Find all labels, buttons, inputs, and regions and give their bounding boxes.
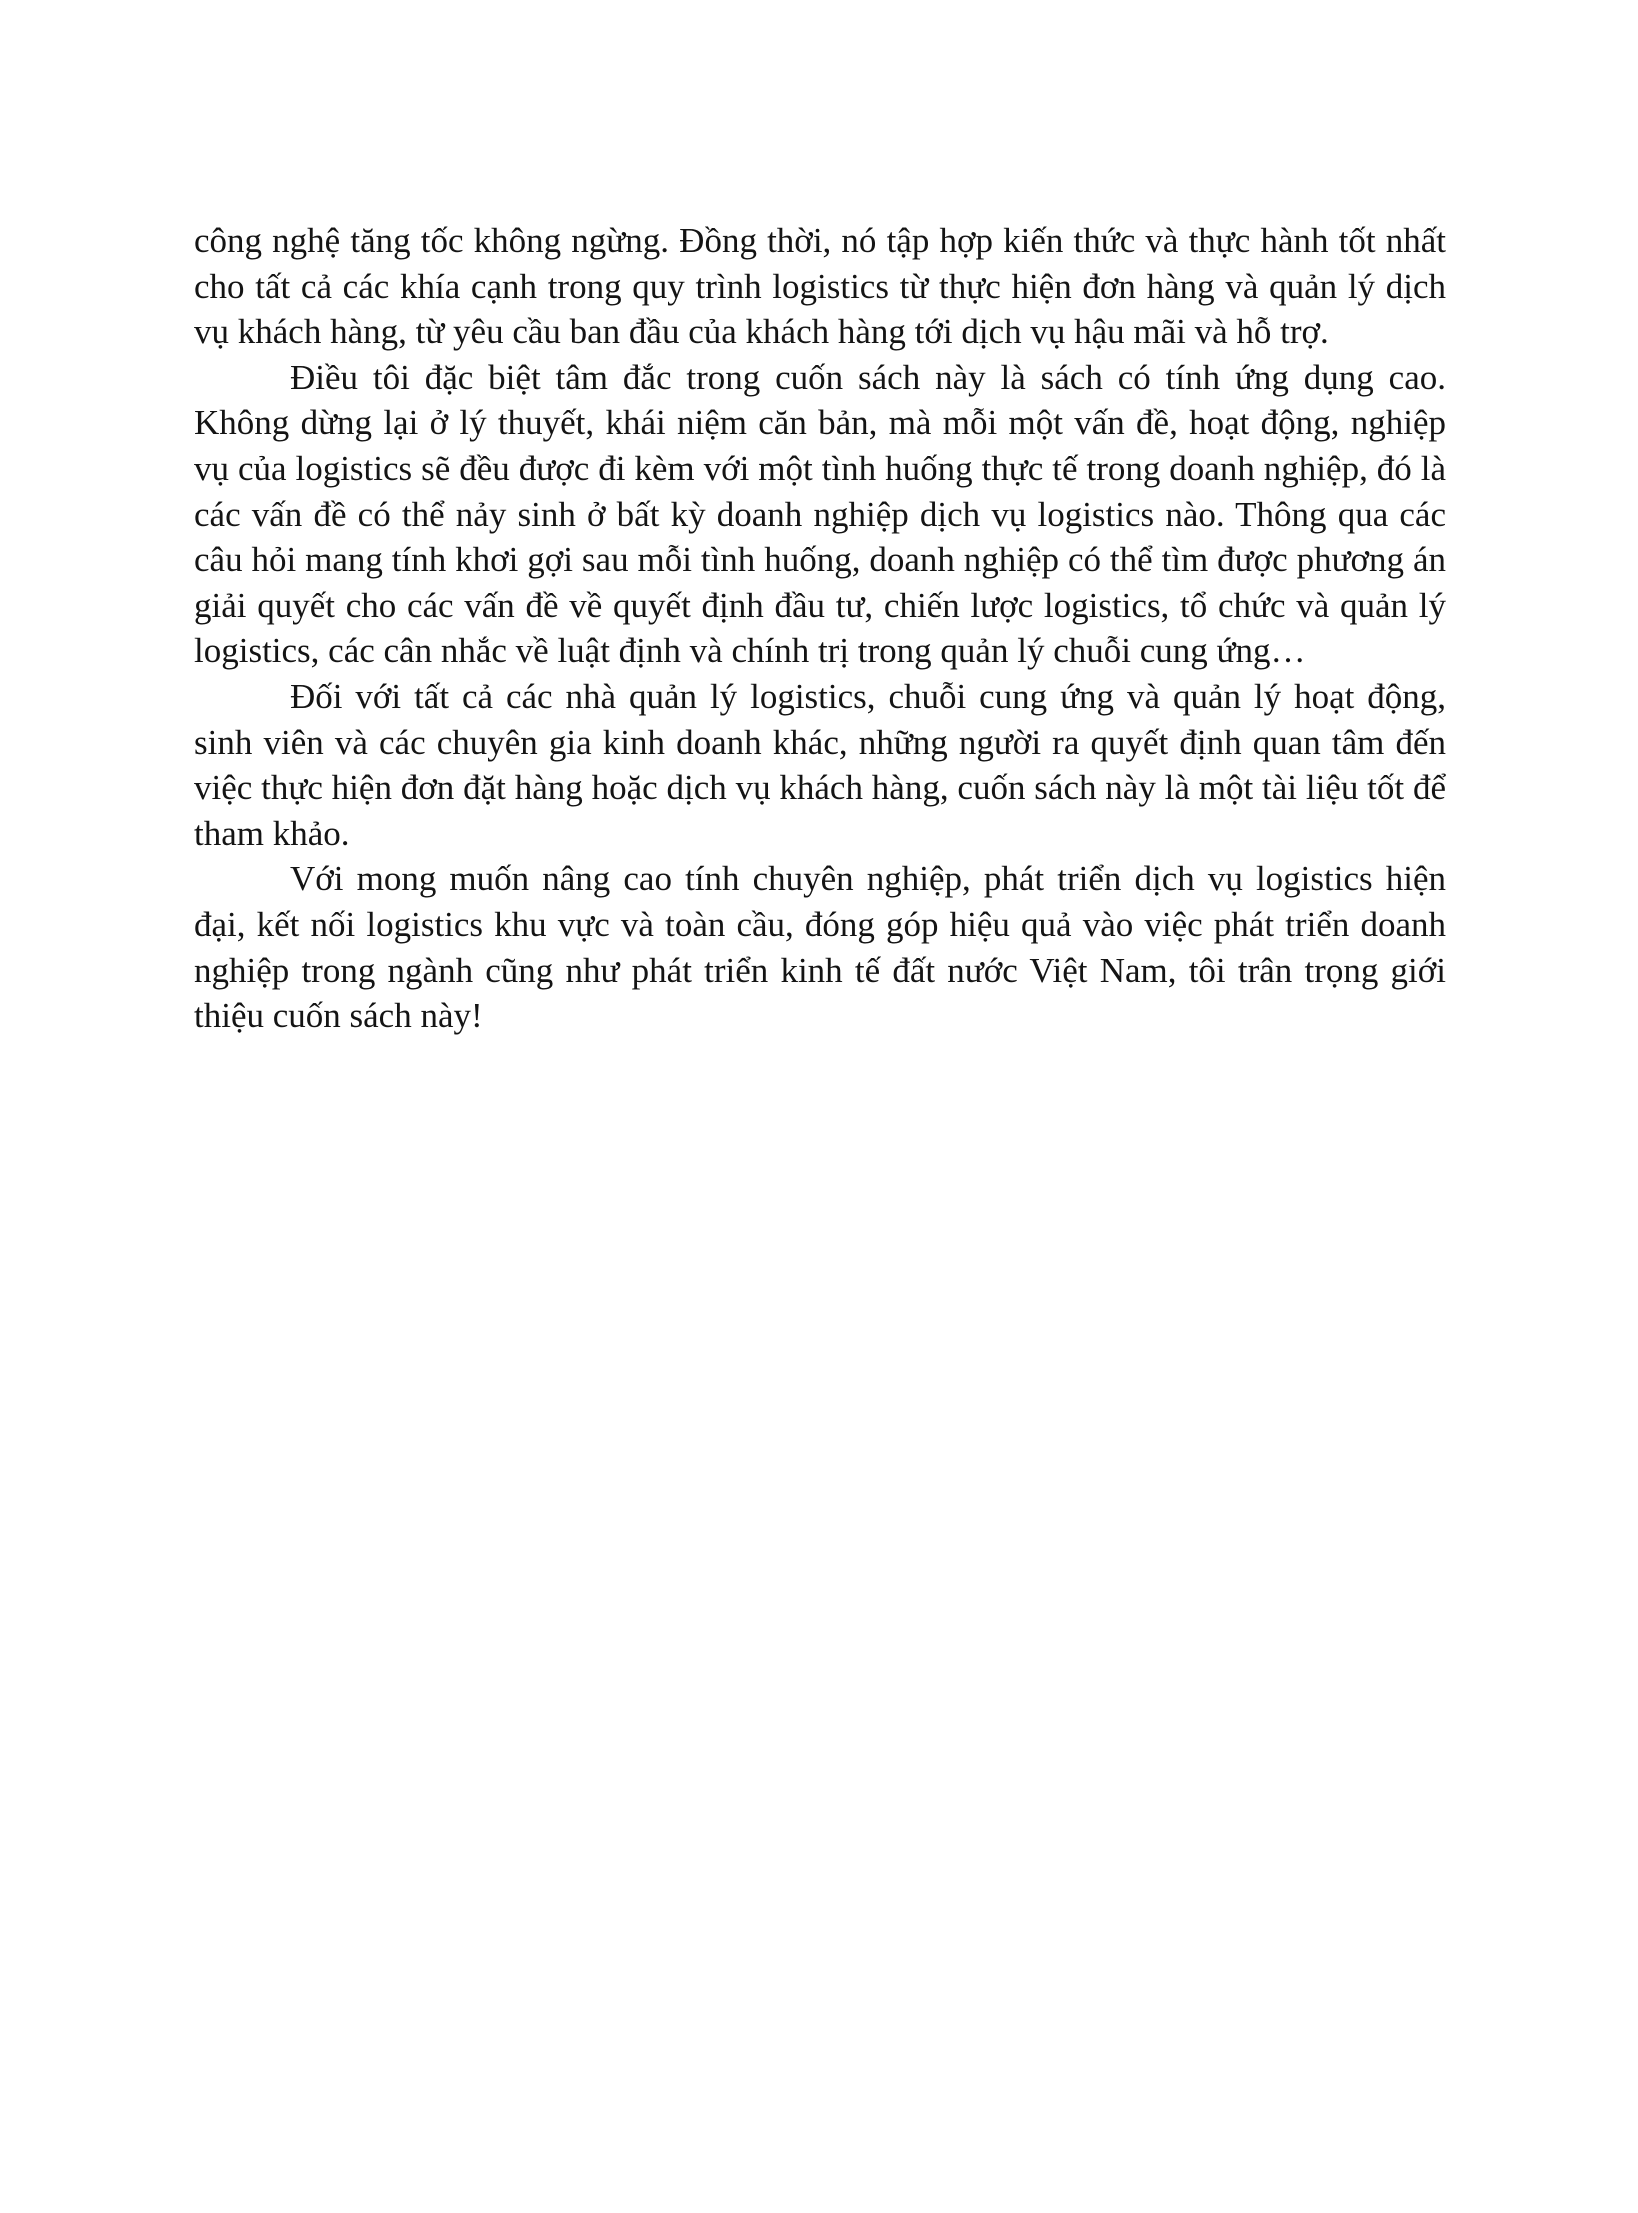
page-text-block (194, 218, 1446, 1039)
paragraph-continuation: công nghệ tăng tốc không ngừng. Đồng thời, nó tập hợp kiến thức và thực hành tốt nhất cho tất cả các khía cạnh trong quy trình logistics từ thực hiện đơn hàng và quản lý dịch vụ khách hàng, từ yêu cầu ban đầu của khách hàng tới dịch vụ hậu mãi và hỗ trợ. (194, 221, 1446, 352)
paragraph: Điều tôi đặc biệt tâm đắc trong cuốn sách này là sách có tính ứng dụng cao. Không dừng lại ở lý thuyết, khái niệm căn bản, mà mỗi một vấn đề, hoạt động, nghiệp vụ của logistics sẽ đều được đi kèm với một tình huống thực tế trong doanh nghiệp, đó là các vấn đề có thể nảy sinh ở bất kỳ doanh nghiệp dịch vụ logistics nào. Thông qua các câu hỏi mang tính khơi gợi sau mỗi tình huống, doanh nghiệp có thể tìm được phương án giải quyết cho các vấn đề về quyết định đầu tư, chiến lược logistics, tổ chức và quản lý logistics, các cân nhắc về luật định và chính trị trong quản lý chuỗi cung ứng… (194, 357, 1446, 671)
paragraph: Đối với tất cả các nhà quản lý logistics, chuỗi cung ứng và quản lý hoạt động, sinh viên và các chuyên gia kinh doanh khác, những người ra quyết định quan tâm đến việc thực hiện đơn đặt hàng hoặc dịch vụ khách hàng, cuốn sách này là một tài liệu tốt để tham khảo. (194, 676, 1446, 853)
paragraph: Với mong muốn nâng cao tính chuyên nghiệp, phát triển dịch vụ logistics hiện đại, kết nối logistics khu vực và toàn cầu, đóng góp hiệu quả vào việc phát triển doanh nghiệp trong ngành cũng như phát triển kinh tế đất nước Việt Nam, tôi trân trọng giới thiệu cuốn sách này! (194, 859, 1446, 1036)
